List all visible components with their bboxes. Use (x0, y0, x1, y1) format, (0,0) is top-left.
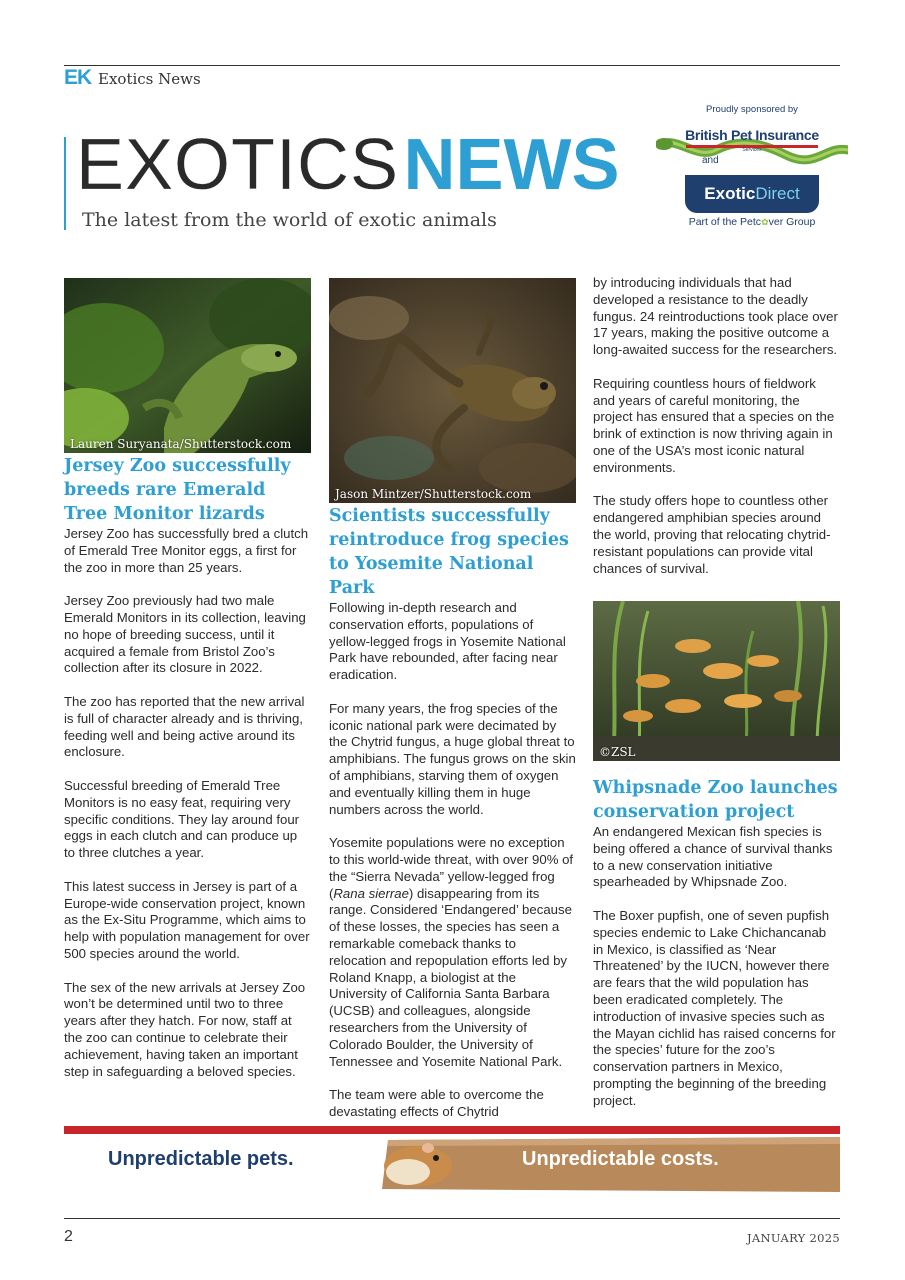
paragraph: The study offers hope to countless other endangered amphibian species around the world, proving that relocating chytrid-resistant populations can provide vital chances of survival. (593, 493, 831, 576)
lizard-photo (64, 278, 311, 453)
paragraph: The team were able to overcome the devastating effects of Chytrid (329, 1087, 544, 1119)
ek-logo: EK (64, 66, 92, 89)
paragraph: An endangered Mexican fish species is being offered a chance of survival thanks to a new conservation initiative spearheaded by Whipsnade Zoo. (593, 824, 833, 890)
page-number: 2 (64, 1228, 73, 1245)
exotic-direct-badge (685, 175, 819, 213)
paragraph: For many years, the frog species of the iconic national park were decimated by the Chytrid fungus, a huge global threat to amphibians. The fungus grows on the skin of amphibians, starving them of oxygen and eventually killing them in huge numbers across the world. (329, 700, 576, 817)
paw-icon: ✿ (761, 217, 769, 227)
group-suffix: ver Group (768, 216, 816, 228)
paragraph: Jersey Zoo previously had two male Emerald Monitors in its collection, leaving no hope of breeding success, until it acquired a female from Bristol Zoo’s collection after its closure in 2022. (64, 593, 306, 676)
title-bold: NEWS (403, 125, 620, 205)
issue-date: JANUARY 2025 (746, 1231, 840, 1245)
brand-sub: Services (742, 147, 762, 153)
snake-illustration (656, 100, 848, 235)
group-prefix: Part of the Petc (688, 216, 762, 228)
footer-rule (64, 1218, 840, 1219)
article-continuation (593, 275, 840, 577)
sponsor-top-line: Proudly sponsored by (706, 104, 798, 115)
paragraph-part: Yosemite populations were no exception to this world-wide threat, with over 90% of the “Sierra Nevada” yellow-legged frog ( (329, 835, 574, 901)
article-headline: Jersey Zoo successfully breeds rare Emerald Tree Monitor lizards (64, 456, 291, 524)
ad-right-text: Unpredictable costs. (522, 1148, 719, 1170)
british-pet-insurance: British Pet Insurance (685, 127, 819, 143)
title-accent-bar (64, 137, 66, 230)
paragraph: The sex of the new arrivals at Jersey Zoo won’t be determined until two to three years after they hatch. For now, staff at the zoo can continue to celebrate their achievement, having taken an important step in safeguarding a beloved species. (64, 979, 306, 1079)
pupfish-image (593, 601, 840, 761)
article-body (329, 600, 576, 1121)
paragraph: Jersey Zoo has successfully bred a clutch of Emerald Tree Monitor eggs, a first for the zoo in more than 25 years. (64, 526, 309, 575)
frog-photo (329, 278, 576, 503)
brand2-light: Direct (755, 184, 800, 203)
article-jersey (64, 278, 311, 1097)
photo-credit: Jason Mintzer/Shutterstock.com (335, 487, 532, 501)
paragraph: Successful breeding of Emerald Tree Monitors is no easy feat, requiring very specific conditions. They lay around four eggs in each clutch and can produce up to three clutches a year. (64, 777, 300, 861)
title-light: EXOTICS (76, 125, 400, 205)
paragraph: by introducing individuals that had developed a resistance to the deadly fungus. 24 reintroductions took place over 17 years, making the positive outcome a long-awaited success for the researchers. (593, 275, 838, 358)
article-headline: Whipsnade Zoo launches conservation project (593, 778, 838, 822)
photo-credit: ©ZSL (599, 745, 636, 759)
article-body (593, 275, 840, 577)
paragraph: Requiring countless hours of fieldwork and years of careful monitoring, the project has ensured that a species on the brink of extinction is now thriving again in one of the USA’s most iconic natural environments. (593, 375, 835, 475)
article-headline: Scientists successfully reintroduce frog species to Yosemite National Park (329, 506, 569, 598)
paragraph: This latest success in Jersey is part of a Europe-wide conservation project, known as the Ex-Situ Programme, which aims to help with population management for over 500 species around the world. (64, 878, 310, 961)
article-yosemite (329, 278, 576, 1121)
header-top-rule (64, 65, 840, 66)
ad-banner[interactable] (64, 1126, 840, 1192)
photo-credit: Lauren Suryanata/Shutterstock.com (70, 437, 292, 451)
brand2-bold: Exotic (704, 184, 756, 203)
species-name: Rana sierrae (333, 885, 409, 901)
sponsor-logo (656, 100, 848, 235)
paragraph: The zoo has reported that the new arrival is full of character already and is thriving, feeding well and being active around its enclosure. (64, 693, 305, 760)
sponsor-and: and (702, 155, 719, 166)
paragraph: Following in-depth research and conservation efforts, populations of yellow-legged frogs in Yosemite National Park have rebounded, after facing near eradication. (329, 600, 566, 683)
paragraph-part: ) disappearing from its range. Considered ‘Endangered’ because of these losses, the species has seen a remarkable comeback thanks to relocation and repopulation efforts led by Roland Knapp, a biologist at the University of California Santa Barbara (UCSB) and colleagues, alongside researchers from the University of Colorado Boulder, the University of Tennessee and Yosemite National Park. (329, 885, 572, 1069)
paragraph (329, 835, 576, 1070)
ad-left-text: Unpredictable pets. (108, 1148, 294, 1170)
article-whipsnade (593, 601, 840, 1110)
pupfish-photo (593, 601, 840, 761)
sponsor-group (656, 216, 848, 228)
paragraph: The Boxer pupfish, one of seven pupfish species endemic to Lake Chichancanab in Mexico, is classified as ‘Near Threatened’ by the IUCN, however there are fears that the wild population has been eradicated completely. The introduction of invasive species such as the Mayan cichlid has raised concerns for the species’ future for the zoo’s conservation partners in Mexico, prompting the beginning of the breeding project. (593, 907, 836, 1108)
masthead-subtitle: The latest from the world of exotic animals (82, 209, 497, 231)
masthead-title (76, 125, 620, 205)
lizard-image (64, 278, 311, 453)
ad-red-bar (64, 1126, 840, 1134)
article-body (593, 824, 840, 1110)
section-label: Exotics News (98, 70, 201, 88)
article-body (64, 526, 311, 1080)
frog-image (329, 278, 576, 503)
